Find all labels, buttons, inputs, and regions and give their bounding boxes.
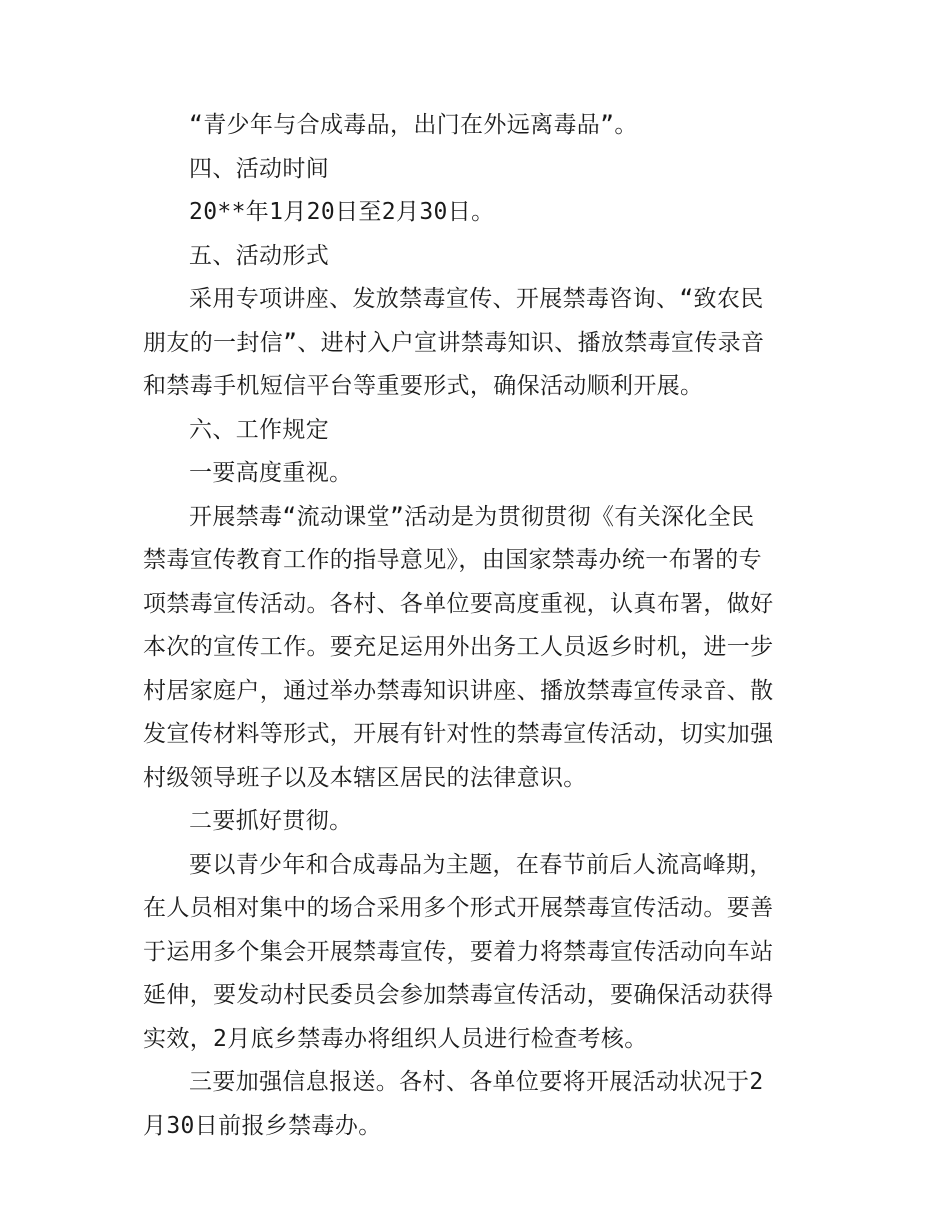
section-heading-requirements: 六、工作规定 bbox=[189, 416, 330, 443]
text-line: 禁毒宣传教育工作的指导意见》，由国家禁毒办统一布署的专 bbox=[143, 547, 762, 573]
text-line: 和禁毒手机短信平台等重要形式，确保活动顺利开展。 bbox=[143, 373, 704, 399]
text-line: 在人员相对集中的场合采用多个形式开展禁毒宣传活动。要善 bbox=[143, 895, 774, 921]
text-line: 采用专项讲座、发放禁毒宣传、开展禁毒咨询、“致农民 bbox=[189, 286, 764, 312]
text-line: “青少年与合成毒品，出门在外远离毒品”。 bbox=[189, 112, 638, 138]
text-line: 村级领导班子以及本辖区居民的法律意识。 bbox=[143, 764, 587, 791]
text-line: 于运用多个集会开展禁毒宣传，要着力将禁毒宣传活动向车站 bbox=[143, 938, 774, 965]
document-body bbox=[143, 104, 813, 1148]
text-line: 开展禁毒“流动课堂”活动是为贯彻贯彻《有关深化全民 bbox=[189, 503, 755, 530]
text-line: 要以青少年和合成毒品为主题，在春节前后人流高峰期， bbox=[189, 851, 773, 878]
text-line: 村居家庭户，通过举办禁毒知识讲座、播放禁毒宣传录音、散 bbox=[143, 677, 774, 704]
text-line: 20**年1月20日至2月30日。 bbox=[189, 199, 495, 225]
text-line: 本次的宣传工作。要充足运用外出务工人员返乡时机，进一步 bbox=[143, 634, 774, 660]
section-heading-form: 五、活动形式 bbox=[189, 242, 330, 269]
text-line: 实效，2月底乡禁毒办将组织人员进行检查考核。 bbox=[143, 1025, 648, 1052]
text-line: 朋友的一封信”、进村入户宣讲禁毒知识、播放禁毒宣传录音 bbox=[143, 329, 765, 356]
text-line: 发宣传材料等形式，开展有针对性的禁毒宣传活动，切实加强 bbox=[143, 721, 774, 747]
subheading-3: 三要加强信息报送。各村、各单位要将开展活动状况于2 bbox=[189, 1069, 764, 1095]
subheading-1: 一要高度重视。 bbox=[189, 460, 353, 486]
section-heading-time: 四、活动时间 bbox=[189, 155, 330, 182]
text-line: 月30日前报乡禁毒办。 bbox=[143, 1112, 382, 1139]
text-line: 延伸，要发动村民委员会参加禁毒宣传活动，要确保活动获得 bbox=[143, 982, 774, 1008]
subheading-2: 二要抓好贯彻。 bbox=[189, 808, 353, 834]
text-line: 项禁毒宣传活动。各村、各单位要高度重视，认真布署，做好 bbox=[143, 590, 774, 617]
